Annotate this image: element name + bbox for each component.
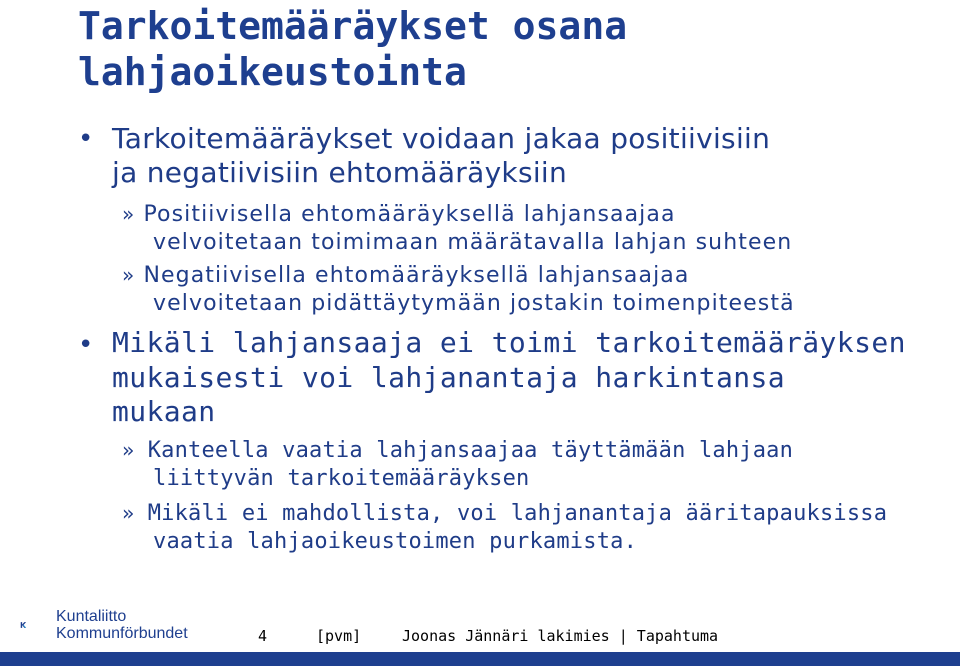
sub-bullet <box>122 498 887 529</box>
sub-bullet-text: Kanteella vaatia lahjansaajaa täyttämään lahjaan <box>147 438 794 463</box>
bullet1-line1: Tarkoitemääräykset voidaan jakaa positiivisiin <box>112 122 771 155</box>
page-number: 4 <box>258 627 268 645</box>
sub-bullet-continuation: velvoitetaan pidättäytymään jostakin toimenpiteestä <box>153 291 795 316</box>
sub-bullet <box>122 260 689 291</box>
sub-bullet-marker: » <box>122 501 135 525</box>
sub-bullet-continuation: vaatia lahjaoikeustoimen purkamista. <box>153 529 638 554</box>
bullet2-line1: Mikäli lahjansaaja ei toimi tarkoitemääräyksen <box>112 326 906 359</box>
bullet2-line2: mukaisesti voi lahjanantaja harkintansa <box>112 361 786 394</box>
sub-bullet-marker: » <box>122 263 136 287</box>
sub-bullet-text: Positiivisella ehtomääräyksellä lahjansaajaa <box>143 202 676 227</box>
sub-bullet-text: Mikäli ei mahdollista, voi lahjanantaja ääritapauksissa <box>147 501 888 526</box>
bullet-marker: • <box>78 330 94 360</box>
footer-date: [pvm] <box>316 627 362 645</box>
footer-author: Joonas Jännäri lakimies | Tapahtuma <box>402 627 719 645</box>
bullet2-line3: mukaan <box>112 395 216 428</box>
footer-bar <box>0 652 960 666</box>
logo-line1: Kuntaliitto <box>56 608 127 625</box>
bullet-marker: • <box>78 124 94 154</box>
sub-bullet-marker: » <box>122 438 135 462</box>
logo-wordmark <box>56 608 188 642</box>
bullet1-line2: ja negatiivisiin ehtomääräyksiin <box>112 156 568 189</box>
sub-bullet-text: Negatiivisella ehtomääräyksellä lahjansaajaa <box>143 263 690 288</box>
slide-title-line2: lahjaoikeustointa <box>78 50 467 94</box>
sub-bullet-continuation: liittyvän tarkoitemääräyksen <box>153 466 530 491</box>
sub-bullet <box>122 199 676 230</box>
logo-line2: Kommunförbundet <box>56 625 188 642</box>
sub-bullet <box>122 435 793 466</box>
sub-bullet-continuation: velvoitetaan toimimaan määrätavalla lahjan suhteen <box>153 230 793 255</box>
slide-title-line1: Tarkoitemääräykset osana <box>78 4 628 48</box>
kuntaliitto-logo-icon <box>20 605 56 645</box>
sub-bullet-marker: » <box>122 202 136 226</box>
